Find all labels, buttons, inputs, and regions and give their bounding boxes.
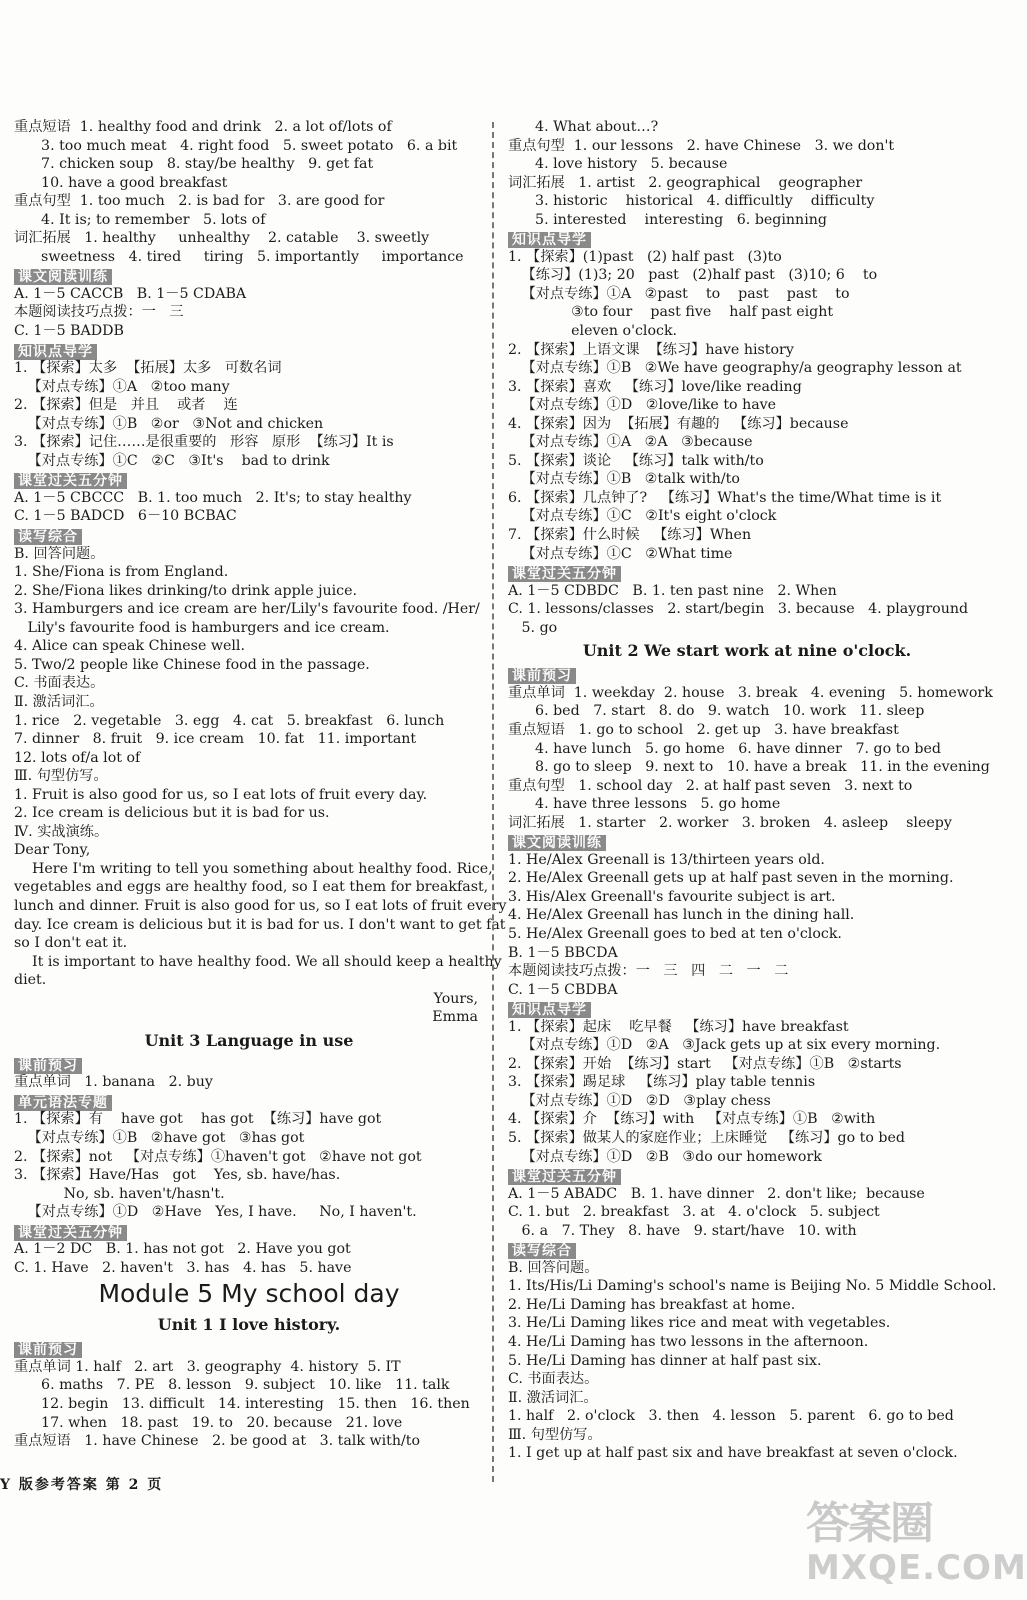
answer-line: 5. go	[508, 619, 558, 636]
answer-line: day. Ice cream is delicious but it is bad for us. I don't want to get fat	[14, 916, 506, 933]
answer-line: 1. Fruit is also good for us, so I eat lots of fruit every day.	[14, 786, 428, 803]
answer-line: Ⅲ. 句型仿写。	[508, 1426, 602, 1443]
answer-line: 重点句型 1. too much 2. is bad for 3. are good for	[14, 193, 385, 210]
answer-line: C. 1－5 BADCD 6－10 BCBAC	[14, 508, 237, 525]
answer-line: 1. 【探索】起床 吃早餐 【练习】have breakfast	[508, 1018, 849, 1035]
answer-line: sweetness 4. tired tiring 5. importantly importance	[14, 248, 464, 265]
answer-line: A. 1－5 ABADC B. 1. have dinner 2. don't like; because	[508, 1185, 925, 1202]
answer-line: 【对点专练】①B ②talk with/to	[508, 471, 740, 488]
section-row	[14, 1055, 484, 1074]
section-row	[14, 341, 484, 360]
answer-line: 3. Hamburgers and ice cream are her/Lily's favourite food. /Her/	[14, 601, 480, 618]
answer-line: 1. She/Fiona is from England.	[14, 564, 229, 581]
answer-line: B. 1－5 BBCDA	[508, 944, 618, 961]
answer-line: 3. historic historical 4. difficultly difficulty	[508, 193, 875, 210]
section-heading: 课堂过关五分钟	[508, 566, 621, 582]
answer-line: 4. He/Li Daming has two lessons in the afternoon.	[508, 1334, 869, 1350]
answer-line: 8. go to sleep 9. next to 10. have a break 11. in the evening	[508, 759, 990, 776]
answer-line: 重点单词 1. weekday 2. house 3. break 4. evening 5. homework	[508, 684, 993, 701]
section-heading: 单元语法专题	[14, 1095, 112, 1111]
answer-line: lunch and dinner. Fruit is also good for us, so I eat lots of fruit every	[14, 897, 507, 914]
answer-line: 10. have a good breakfast	[14, 174, 228, 191]
answer-line: B. 回答问题。	[508, 1259, 599, 1276]
section-row	[14, 1092, 484, 1111]
answer-line: 6. a 7. They 8. have 9. start/have 10. with	[508, 1222, 857, 1239]
answer-line: 重点短语 1. have Chinese 2. be good at 3. talk with/to	[14, 1433, 420, 1450]
answer-line: 12. lots of/a lot of	[14, 749, 141, 766]
answer-line: 【对点专练】①A ②too many	[14, 378, 230, 395]
section-heading: 课堂过关五分钟	[14, 1225, 127, 1241]
answer-line: 1. half 2. o'clock 3. then 4. lesson 5. parent 6. go to bed	[508, 1408, 954, 1425]
section-heading: 知识点导学	[14, 344, 97, 360]
answer-line: 【对点专练】①D ②Have Yes, I have. No, I haven't.	[14, 1204, 417, 1221]
answer-line: 1. I get up at half past six and have breakfast at seven o'clock.	[508, 1445, 958, 1462]
answer-line: 1. 【探索】有 have got has got 【练习】have got	[14, 1111, 382, 1128]
answer-line: 5. 【探索】做某人的家庭作业；上床睡觉 【练习】go to bed	[508, 1129, 905, 1146]
section-row	[508, 999, 986, 1018]
watermark-text: 答案圈	[806, 1498, 932, 1549]
section-heading: 课前预习	[14, 1058, 82, 1074]
answer-line: 6. 【探索】几点钟了? 【练习】What's the time/What time is it	[508, 489, 942, 506]
answer-line: 2. 【探索】开始 【练习】start 【对点专练】①B ②starts	[508, 1055, 902, 1072]
answer-line: C. 1－5 BADDB	[14, 323, 124, 340]
answer-line: 【对点专练】①D ②A ③Jack gets up at six every morning.	[508, 1037, 941, 1054]
section-heading: 课前预习	[14, 1342, 82, 1358]
answer-line: so I don't eat it.	[14, 935, 128, 952]
answer-line: 5. Two/2 people like Chinese food in the passage.	[14, 656, 370, 673]
answer-line: 4. He/Alex Greenall has lunch in the dining hall.	[508, 907, 855, 924]
answer-line: Ⅲ. 句型仿写。	[14, 768, 108, 785]
page-footer: Y 版参考答案 第 2 页	[0, 1477, 164, 1493]
section-heading: 课文阅读训练	[508, 835, 606, 851]
right-column	[508, 118, 997, 1463]
section-heading: 读写综合	[14, 529, 82, 545]
answer-line: 词汇拓展 1. starter 2. worker 3. broken 4. asleep sleepy	[508, 814, 952, 831]
answer-line: 4. What about…?	[508, 119, 659, 135]
answer-line: vegetables and eggs are healthy food, so I eat them for breakfast,	[14, 879, 489, 896]
answer-line: 7. chicken soup 8. stay/be healthy 9. get fat	[14, 156, 374, 173]
answer-line: 7. dinner 8. fruit 9. ice cream 10. fat 11. important	[14, 731, 417, 748]
answer-line: 6. bed 7. start 8. do 9. watch 10. work 11. sleep	[508, 703, 925, 720]
column-divider	[492, 122, 494, 1482]
answer-line: 2. Ice cream is delicious but it is bad for us.	[14, 805, 330, 822]
answer-line: 【对点专练】①C ②C ③It's bad to drink	[14, 452, 330, 469]
answer-line: 本题阅读技巧点拨：一 三	[14, 304, 184, 321]
answer-line: 【对点专练】①A ②A ③because	[508, 434, 753, 451]
answer-line: 4. 【探索】介 【练习】with 【对点专练】①B ②with	[508, 1111, 876, 1128]
section-row	[508, 563, 986, 582]
answer-line: Dear Tony,	[14, 842, 91, 859]
answer-line: C. 1. lessons/classes 2. start/begin 3. because 4. playground	[508, 601, 969, 618]
answer-line: 1. Its/His/Li Daming's school's name is Beijing No. 5 Middle School.	[508, 1278, 997, 1295]
answer-line: 重点单词 1. banana 2. buy	[14, 1074, 213, 1091]
section-row	[508, 1166, 986, 1185]
answer-line: A. 1－5 CACCB B. 1－5 CDABA	[14, 285, 247, 302]
answer-line: 4. love history 5. because	[508, 156, 728, 173]
section-heading: 课堂过关五分钟	[14, 473, 127, 489]
left-column	[14, 118, 507, 1451]
answer-line: 3. too much meat 4. right food 5. sweet potato 6. a bit	[14, 137, 458, 154]
answer-line: 【练习】(1)3; 20 past (2)half past (3)10; 6 to	[508, 267, 878, 284]
answer-line: 5. 【探索】谈论 【练习】talk with/to	[508, 452, 764, 469]
answer-line: A. 1－2 DC B. 1. has not got 2. Have you got	[14, 1241, 351, 1258]
section-row	[508, 1240, 986, 1259]
answer-line: C. 1. Have 2. haven't 3. has 4. has 5. have	[14, 1259, 352, 1276]
answer-line: 3. He/Li Daming likes rice and meat with vegetables.	[508, 1315, 891, 1332]
answer-line: 【对点专练】①C ②It's eight o'clock	[508, 508, 777, 525]
section-heading: 课文阅读训练	[14, 269, 112, 285]
answer-line: B. 回答问题。	[14, 545, 105, 562]
answer-line: C. 1. but 2. breakfast 3. at 4. o'clock 5. subject	[508, 1204, 880, 1221]
answer-line: Ⅱ. 激活词汇。	[14, 693, 104, 710]
answer-line: 4. It is; to remember 5. lots of	[14, 211, 266, 228]
answer-line: 4. Alice can speak Chinese well.	[14, 638, 245, 655]
answer-line: 3. 【探索】喜欢 【练习】love/like reading	[508, 378, 802, 395]
answer-line: Here I'm writing to tell you something about healthy food. Rice,	[14, 860, 493, 877]
answer-line: 重点短语 1. go to school 2. get up 3. have breakfast	[508, 721, 899, 738]
answer-line: C. 1－5 CBDBA	[508, 981, 618, 998]
answer-line: 2. 【探索】上语文课 【练习】have history	[508, 341, 794, 358]
answer-line: It is important to have healthy food. We all should keep a healthy	[14, 953, 502, 970]
answer-line: A. 1－5 CBCCC B. 1. too much 2. It's; to stay healthy	[14, 489, 412, 506]
letter-signoff: Emma	[432, 1009, 478, 1026]
answer-line: 4. have three lessons 5. go home	[508, 796, 781, 813]
answer-line: ③to four past five half past eight	[508, 304, 834, 321]
letter-signoff: Yours,	[433, 990, 478, 1007]
answer-line: 词汇拓展 1. artist 2. geographical geographer	[508, 174, 863, 191]
watermark-logo	[806, 1498, 1027, 1596]
section-row	[14, 266, 484, 285]
answer-line: No, sb. haven't/hasn't.	[14, 1185, 225, 1202]
section-row	[14, 1222, 484, 1241]
answer-line: 7. 【探索】什么时候 【练习】When	[508, 527, 752, 544]
answer-line: 5. interested interesting 6. beginning	[508, 211, 827, 228]
answer-line: 5. He/Alex Greenall goes to bed at ten o'clock.	[508, 925, 842, 942]
answer-line: 2. 【探索】not 【对点专练】①haven't got ②have not got	[14, 1148, 422, 1165]
section-row	[14, 470, 484, 489]
answer-line: diet.	[14, 972, 47, 989]
section-row	[14, 1339, 484, 1358]
section-row	[508, 229, 986, 248]
unit-title: Unit 3 Language in use	[144, 1030, 354, 1050]
answer-line: 17. when 18. past 19. to 20. because 21. love	[14, 1414, 403, 1431]
answer-line: 重点句型 1. our lessons 2. have Chinese 3. we don't	[508, 137, 895, 154]
section-heading: 知识点导学	[508, 232, 591, 248]
answer-line: 1. rice 2. vegetable 3. egg 4. cat 5. breakfast 6. lunch	[14, 712, 445, 729]
section-heading: 课前预习	[508, 668, 576, 684]
section-row	[508, 665, 986, 684]
answer-line: 【对点专练】①D ②D ③play chess	[508, 1092, 771, 1109]
answer-line: 4. 【探索】因为 【拓展】有趣的 【练习】because	[508, 415, 849, 432]
answer-line: 4. have lunch 5. go home 6. have dinner 7. go to bed	[508, 740, 941, 757]
unit-title: Unit 2 We start work at nine o'clock.	[582, 641, 912, 661]
answer-line: 【对点专练】①C ②What time	[508, 545, 733, 562]
answer-line: 2. She/Fiona likes drinking/to drink apple juice.	[14, 582, 358, 599]
section-heading: 读写综合	[508, 1243, 576, 1259]
answer-line: 6. maths 7. PE 8. lesson 9. subject 10. like 11. talk	[14, 1377, 450, 1394]
answer-line: 1. 【探索】太多 【拓展】太多 可数名词	[14, 360, 282, 377]
answer-line: 【对点专练】①B ②We have geography/a geography lesson at	[508, 360, 962, 377]
answer-line: 重点短语 1. healthy food and drink 2. a lot of/lots of	[14, 119, 392, 135]
section-heading: 知识点导学	[508, 1002, 591, 1018]
answer-line: 重点句型 1. school day 2. at half past seven 3. next to	[508, 777, 913, 794]
answer-line: 3. 【探索】踢足球 【练习】play table tennis	[508, 1074, 816, 1091]
answer-line: 3. 【探索】Have/Has got Yes, sb. have/has.	[14, 1167, 341, 1184]
answer-line: 3. 【探索】记住……是很重要的 形容 原形 【练习】It is	[14, 434, 394, 451]
answer-line: 2. 【探索】但是 并且 或者 连	[14, 397, 238, 414]
answer-line: 5. He/Li Daming has dinner at half past six.	[508, 1352, 822, 1369]
answer-line: 1. He/Alex Greenall is 13/thirteen years old.	[508, 851, 825, 868]
section-row	[508, 832, 986, 851]
answer-line: Ⅱ. 激活词汇。	[508, 1389, 598, 1406]
answer-line: 【对点专练】①B ②or ③Not and chicken	[14, 415, 324, 432]
answer-line: 【对点专练】①D ②B ③do our homework	[508, 1148, 822, 1165]
answer-line: Lily's favourite food is hamburgers and ice cream.	[14, 619, 390, 636]
answer-line: 2. He/Alex Greenall gets up at half past seven in the morning.	[508, 870, 954, 887]
answer-line: 【对点专练】①A ②past to past past to	[508, 285, 850, 302]
answer-line: A. 1－5 CDBDC B. 1. ten past nine 2. When	[508, 582, 837, 599]
section-row	[14, 526, 484, 545]
module-title: Module 5 My school day	[98, 1279, 400, 1309]
answer-line: 重点单词 1. half 2. art 3. geography 4. history 5. IT	[14, 1358, 401, 1375]
answer-line: 1. 【探索】(1)past (2) half past (3)to	[508, 248, 782, 265]
answer-line: 本题阅读技巧点拨：一 三 四 二 一 二	[508, 963, 789, 980]
answer-line: 2. He/Li Daming has breakfast at home.	[508, 1296, 796, 1313]
section-heading: 课堂过关五分钟	[508, 1169, 621, 1185]
unit-title: Unit 1 I love history.	[157, 1315, 341, 1335]
answer-line: 词汇拓展 1. healthy unhealthy 2. catable 3. sweetly	[14, 230, 430, 247]
answer-line: 【对点专练】①B ②have got ③has got	[14, 1129, 305, 1146]
answer-line: 12. begin 13. difficult 14. interesting 15. then 16. then	[14, 1396, 470, 1412]
answer-line: C. 书面表达。	[14, 675, 105, 692]
answer-line: eleven o'clock.	[508, 323, 678, 340]
answer-line: C. 书面表达。	[508, 1371, 599, 1388]
watermark-url: MXQE.COM	[806, 1548, 1027, 1588]
answer-line: 3. His/Alex Greenall's favourite subject is art.	[508, 888, 836, 905]
answer-line: Ⅳ. 实战演练。	[14, 823, 109, 840]
answer-line: 【对点专练】①D ②love/like to have	[508, 397, 777, 414]
